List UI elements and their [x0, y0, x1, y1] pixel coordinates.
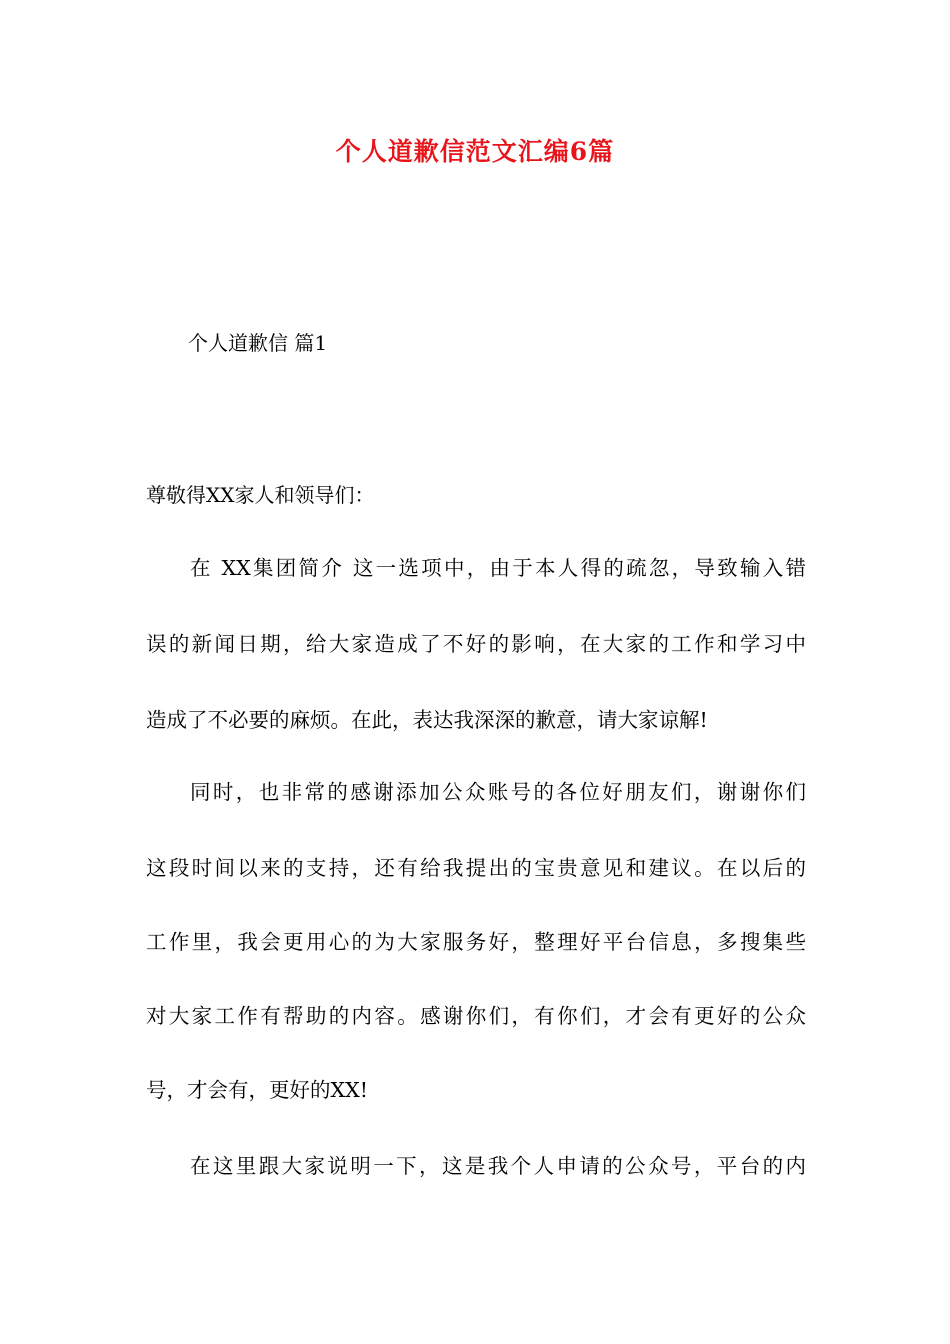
paragraph-line: 同时，也非常的感谢添加公众账号的各位好朋友们，谢谢你们 — [190, 780, 806, 804]
paragraph-line: 工作里，我会更用心的为大家服务好，整理好平台信息，多搜集些 — [146, 930, 806, 954]
paragraph-line: 对大家工作有帮助的内容。感谢你们，有你们，才会有更好的公众 — [146, 1004, 806, 1028]
paragraph-line: 号，才会有，更好的XX! — [146, 1078, 368, 1102]
salutation: 尊敬得XX家人和领导们： — [146, 483, 375, 507]
section-heading: 个人道歉信 篇1 — [188, 331, 328, 355]
paragraph-line: 误的新闻日期，给大家造成了不好的影响，在大家的工作和学习中 — [146, 632, 806, 656]
paragraph-line: 在这里跟大家说明一下，这是我个人申请的公众号，平台的内 — [190, 1154, 806, 1178]
paragraph-line: 这段时间以来的支持，还有给我提出的宝贵意见和建议。在以后的 — [146, 856, 806, 880]
document-title: 个人道歉信范文汇编6篇 — [335, 137, 615, 166]
paragraph-line: 造成了不必要的麻烦。在此，表达我深深的歉意，请大家谅解! — [146, 708, 708, 732]
paragraph-line: 在 XX集团简介 这一选项中，由于本人得的疏忽，导致输入错 — [190, 556, 806, 580]
